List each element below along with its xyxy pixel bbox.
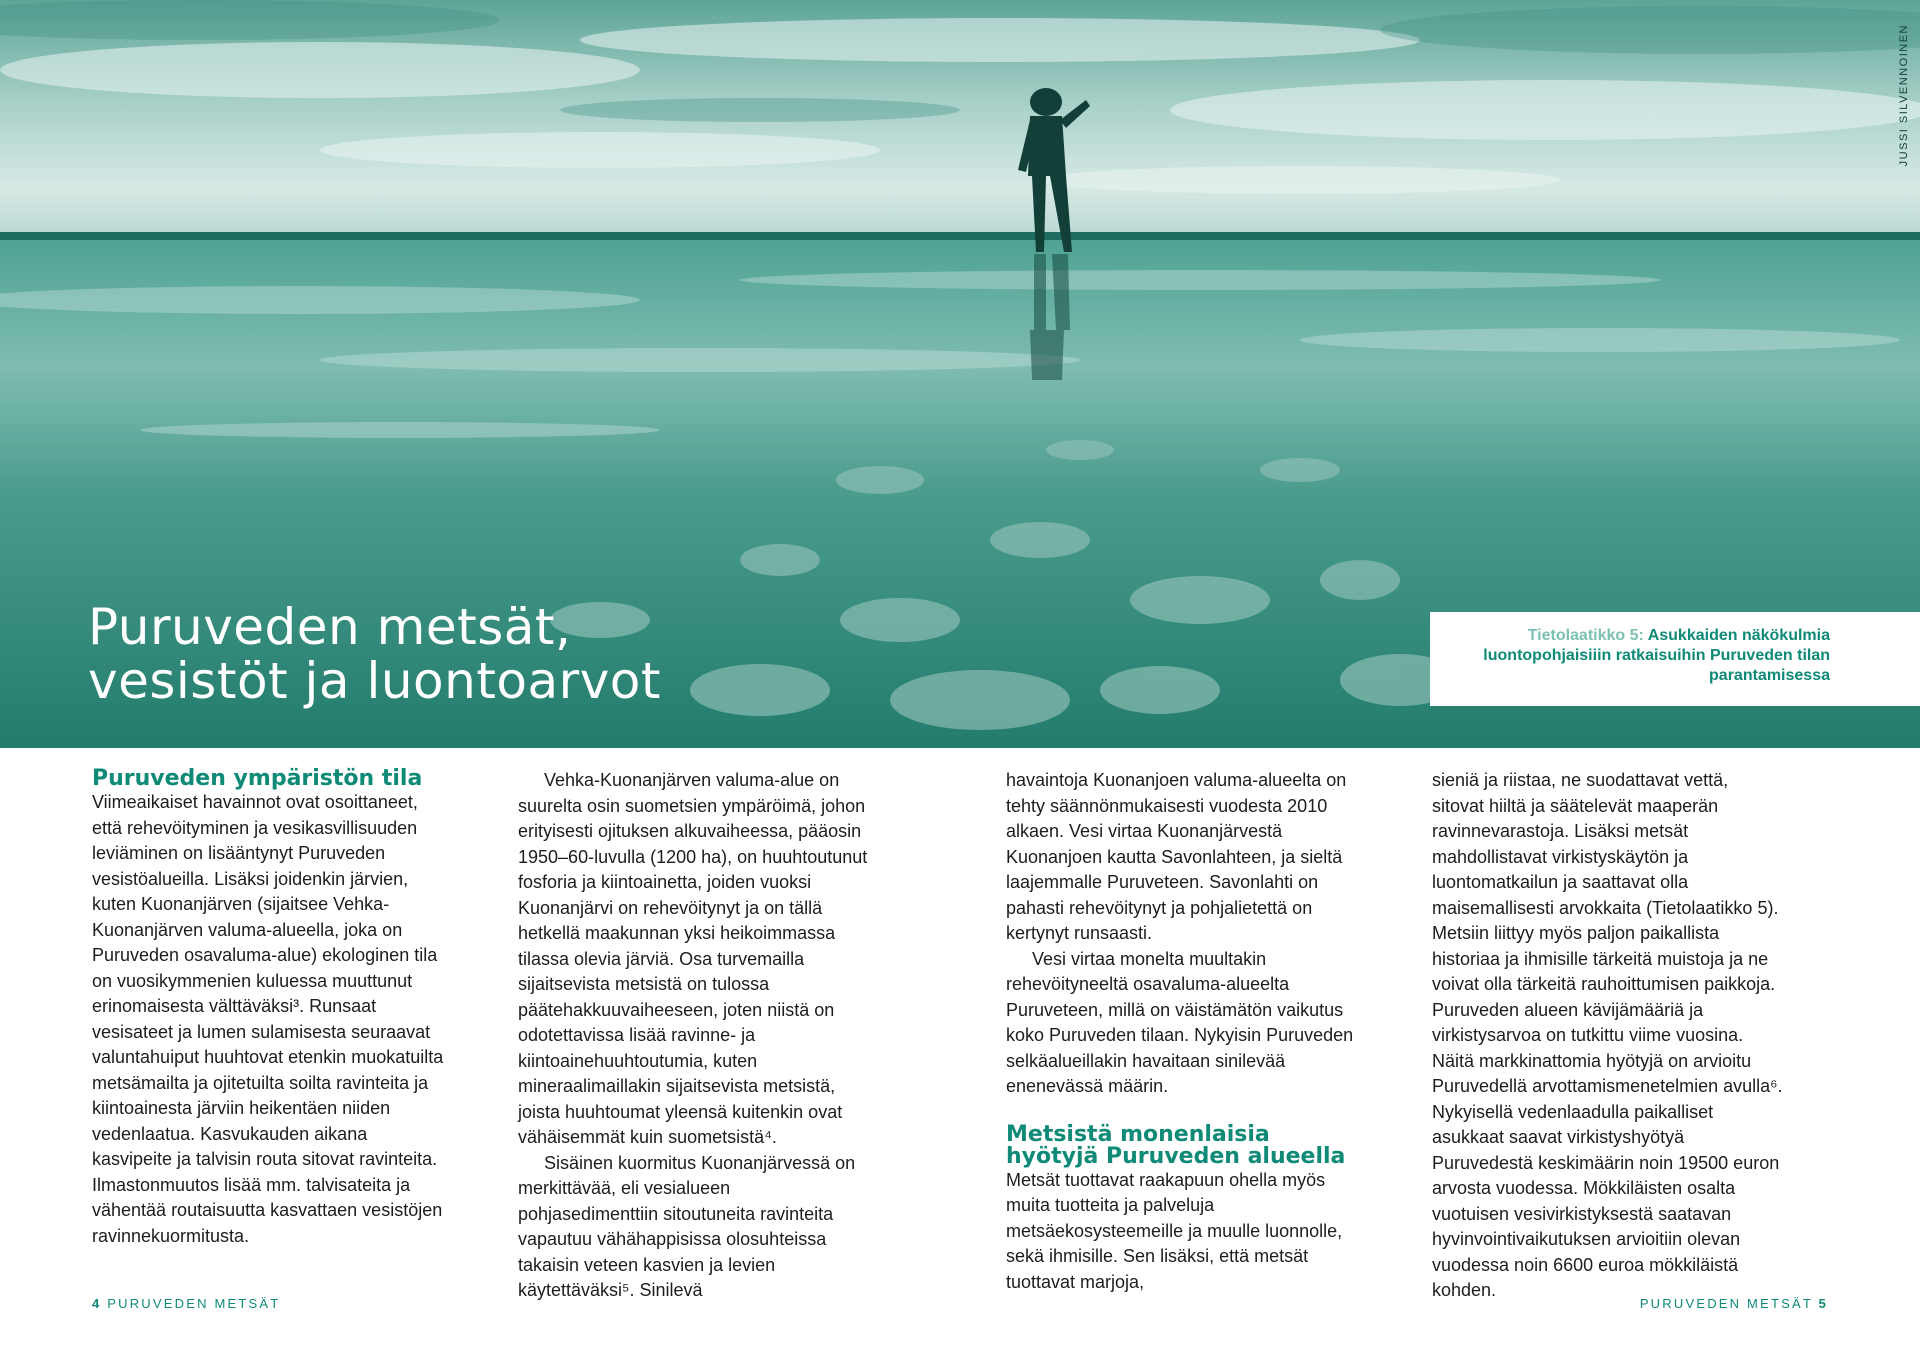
text-column-1 <box>92 768 444 1249</box>
page-title <box>88 600 661 708</box>
footer-left-folio <box>92 1296 280 1311</box>
title-line-2: vesistöt ja luontoarvot <box>88 652 661 710</box>
infobox-title: Asukkaiden näkökulmia luontopohjaisiiin ratkaisuihin Puruveden tilan parantamisessa <box>1483 627 1830 684</box>
page-number-right: 5 <box>1818 1296 1828 1311</box>
text-column-4 <box>1432 768 1784 1304</box>
paragraph: sieniä ja riistaa, ne suodattavat vettä, sitovat hiiltä ja säätelevät maaperän ravinnevarastoja. Lisäksi metsät mahdollistavat virkistyskäytön ja luontomatkailun ja saattavat olla maisemallisesti arvokkaita (Tietolaatikko 5). Metsiin liittyy myös paljon paikallista historiaa ja ihmisille tärkeitä muistoja ja ne voivat olla tärkeitä rauhoittumisen paikkoja. Puruveden alueen kävijämääriä ja virkistysarvoa on tutkittu viime vuosina. Näitä markkinattomia hyötyjä on arvioitu Puruvedellä arvottamismenetelmien avulla⁶. Nykyisellä vedenlaadulla paikalliset asukkaat saavat virkistyshyötyä Puruvedestä keskimäärin noin 19500 euron arvosta vuodessa. Mökkiläisten osalta vuotuisen vesivirkistyksestä saatavan hyvinvointivaikutuksen arvioitiin olevan vuodessa noin 6600 euroa mökkiläistä kohden. <box>1432 770 1783 1300</box>
page-number-left: 4 <box>92 1296 102 1311</box>
infobox-label: Tietolaatikko 5: <box>1527 627 1644 644</box>
paragraph: Metsät tuottavat raakapuun ohella myös muita tuotteita ja palveluja metsäekosysteemeille ja muulle luonnolle, sekä ihmisille. Sen lisäksi, että metsät tuottavat marjoja, <box>1006 1169 1343 1292</box>
photo-credit: JUSSI SILVENNOINEN <box>1898 24 1910 167</box>
text-column-3 <box>1006 768 1358 1295</box>
title-line-1: Puruveden metsät, <box>88 598 572 656</box>
section-heading-forests: Metsistä monenlaisia hyötyjä Puruveden alueella <box>1006 1121 1346 1169</box>
text-column-2 <box>518 768 870 1304</box>
footer-right-folio <box>1640 1296 1828 1311</box>
paragraph: Sisäinen kuormitus Kuonanjärvessä on merkittävää, eli vesialueen pohjasedimenttiin sitoutuneita ravinteita vapautuu vähähappisissa olosuhteissa takaisin veteen kasvien ja levien käytettäväksi⁵. Sinilevä <box>518 1152 856 1300</box>
paragraph: Vesi virtaa monelta muultakin rehevöityneeltä osavaluma-alueelta Puruveteen, millä on väistämätön vaikutus koko Puruveden tilaan. Nykyisin Puruveden selkäalueillakin havaitaan sinilevää enenevässä määrin. <box>1006 948 1354 1096</box>
infobox-callout <box>1430 612 1920 706</box>
paragraph: Viimeaikaiset havainnot ovat osoittaneet, että rehevöityminen ja vesikasvillisuuden leviäminen on lisääntynyt Puruveden vesistöalueilla. Lisäksi joidenkin järvien, kuten Kuonanjärven (sijaitsee Vehka-Kuonanjärven valuma-alueella, joka on Puruveden osavaluma-alue) ekologinen tila on vuosikymmenien kuluessa muuttunut erinomaisesta välttäväksi³. Runsaat vesisateet ja lumen sulamisesta seuraavat valuntahuiput huuhtovat etenkin muokatuilta metsämailta ja ojitetuilta soilta ravinteita ja kiintoainesta järviin heikentäen niiden vedenlaatua. Kasvukauden aikana kasvipeite ja talvisin routa sitovat ravinteita. Ilmastonmuutos lisää mm. talvisateita ja vähentää routaisuutta kasvattaen vesistöjen ravinnekuormitusta. <box>92 792 444 1246</box>
paragraph: Vehka-Kuonanjärven valuma-alue on suurelta osin suometsien ympäröimä, johon erityisesti ojituksen alkuvaiheessa, pääosin 1950–60-luvulla (1200 ha), on huuhtoutunut fosforia ja kiintoainetta, joiden vuoksi Kuonanjärvi on rehevöitynyt ja on tällä hetkellä maakunnan yksi heikoimmassa tilassa olevia järviä. Osa turvemailla sijaitsevista metsistä on tulossa päätehakkuuvaiheeseen, joten niistä on odotettavissa lisää ravinne- ja kiintoainehuuhtoutumia, kuten mineraalimaillakin sijaitsevista metsistä, joista huuhtoumat yleensä kuitenkin ovat vähäisemmät kuin suometsistä⁴. <box>518 770 868 1147</box>
paragraph: havaintoja Kuonanjoen valuma-alueelta on tehty säännönmukaisesti vuodesta 2010 alkaen. Vesi virtaa Kuonanjärvestä Kuonanjoen kautta Savonlahteen, ja sieltä laajemmalle Puruveteen. Savonlahti on pahasti rehevöitynyt ja pohjalietettä on kertynyt runsaasti. <box>1006 770 1347 943</box>
running-title-right: PURUVEDEN METSÄT <box>1639 1296 1813 1311</box>
horizon-treeline <box>0 232 1920 240</box>
running-title-left: PURUVEDEN METSÄT <box>107 1296 281 1311</box>
section-heading-environment: Puruveden ympäristön tila <box>92 766 423 791</box>
